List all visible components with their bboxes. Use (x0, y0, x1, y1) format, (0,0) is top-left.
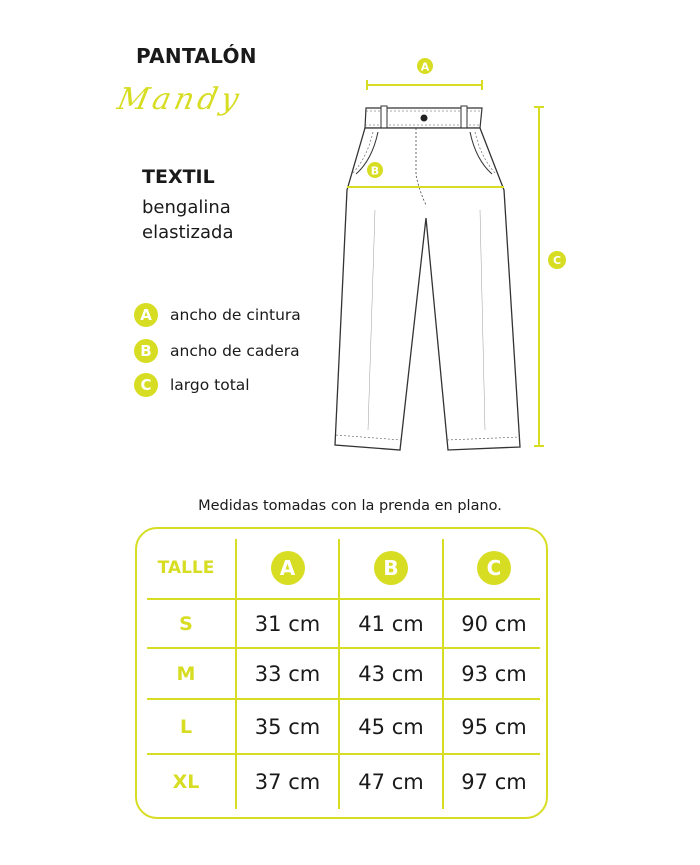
diagram-marker-c: C (548, 251, 566, 269)
legend-marker-a: A (134, 303, 158, 327)
header-marker-c: C (477, 551, 511, 585)
cell-m-a: 33 cm (254, 661, 321, 686)
cell-xl-a: 37 cm (254, 770, 321, 794)
fabric-line-1: bengalina (142, 197, 231, 218)
header-c (444, 539, 544, 597)
cell-s-a: 31 cm (254, 611, 321, 636)
row-size-xl: XL (172, 771, 200, 793)
header-a (237, 539, 338, 597)
cell-xl-b: 47 cm (358, 770, 424, 794)
header-marker-b: B (374, 551, 408, 585)
row-size-m: M (176, 662, 196, 685)
measurement-note: Medidas tomadas con la prenda en plano. (198, 498, 502, 514)
diagram-label-a: A (420, 60, 430, 74)
pants-outline (335, 128, 520, 450)
cell-m-b: 43 cm (358, 661, 424, 686)
cell-xl-c: 97 cm (461, 770, 527, 794)
cell-m-c: 93 cm (461, 661, 527, 686)
row-size-l: L (179, 715, 193, 738)
cell-l-b: 45 cm (358, 714, 424, 739)
legend-marker-c: C (134, 373, 158, 397)
cell-s-c: 90 cm (461, 611, 527, 636)
row-size-s: S (179, 612, 193, 635)
legend-text-c: largo total (170, 376, 250, 394)
size-table (135, 527, 548, 819)
legend-item-c (134, 372, 250, 398)
fabric-heading: TEXTIL (142, 166, 215, 188)
product-name: Mandy (114, 82, 246, 117)
legend-item-b (134, 338, 300, 364)
legend-text-a: ancho de cintura (170, 306, 301, 324)
fabric-line-2: elastizada (142, 222, 234, 243)
pants-diagram (320, 50, 560, 460)
cell-s-b: 41 cm (358, 611, 424, 636)
header-talle: TALLE (157, 558, 215, 578)
legend-item-a (134, 302, 301, 328)
button-icon (421, 115, 428, 122)
cell-l-a: 35 cm (254, 714, 321, 739)
length-measure-line (534, 107, 544, 446)
diagram-label-b: B (370, 164, 380, 178)
legend-marker-b: B (134, 339, 158, 363)
legend-text-b: ancho de cadera (170, 342, 300, 360)
waist-measure-line (367, 80, 482, 90)
product-title: PANTALÓN (136, 44, 257, 68)
header-marker-a: A (271, 551, 305, 585)
cell-l-c: 95 cm (461, 714, 527, 739)
header-b (340, 539, 442, 597)
